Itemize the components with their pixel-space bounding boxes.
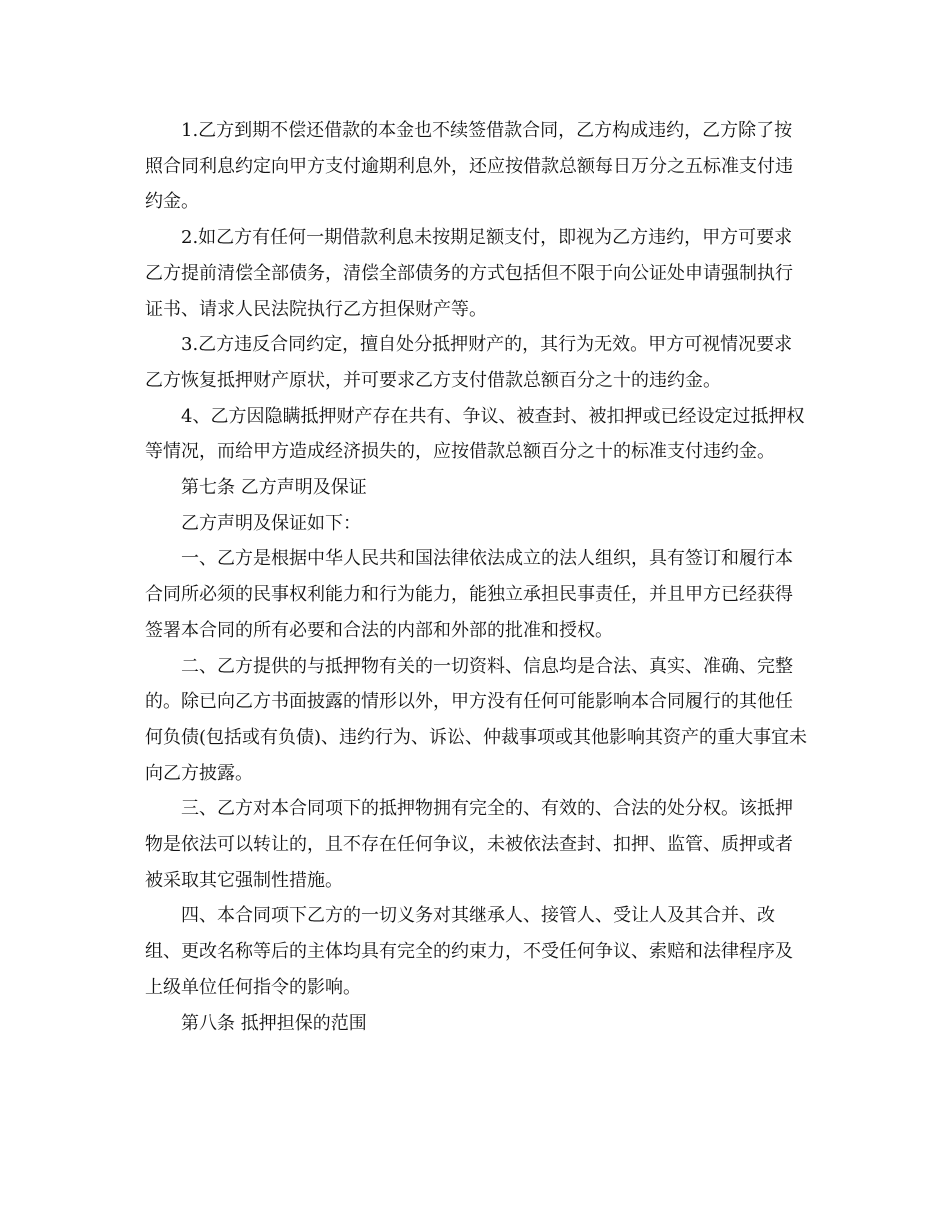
article-7-intro: 乙方声明及保证如下： <box>181 512 361 534</box>
article-8-heading: 第八条 抵押担保的范围 <box>181 1012 367 1034</box>
article-7-heading: 第七条 乙方声明及保证 <box>181 477 367 499</box>
warranty-item-2: 二、乙方提供的与抵押物有关的一切资料、信息均是合法、真实、准确、完整的。除已向乙方书面披露的情形以外，甲方没有任何可能影响本合同履行的其他任何负债(包括或有负债)、违约行为、诉讼、仲裁事项或其他影响其资产的重大事宜未向乙方披露。 <box>145 655 808 784</box>
clause-breach-concealment: 4、乙方因隐瞒抵押财产存在共有、争议、被查封、被扣押或已经设定过抵押权等情况，而给甲方造成经济损失的，应按借款总额百分之十的标准支付违约金。 <box>145 405 805 463</box>
warranty-item-4: 四、本合同项下乙方的一切义务对其继承人、接管人、受让人及其合并、改组、更改名称等后的主体均具有完全的约束力，不受任何争议、索赔和法律程序及上级单位任何指令的影响。 <box>145 905 793 998</box>
clause-breach-overdue-interest: 2.如乙方有任何一期借款利息未按期足额支付，即视为乙方违约，甲方可要求乙方提前清偿全部债务，清偿全部债务的方式包括但不限于向公证处申请强制执行证书、请求人民法院执行乙方担保财产等。 <box>145 227 793 320</box>
clause-breach-overdue-principal: 1.乙方到期不偿还借款的本金也不续签借款合同，乙方构成违约，乙方除了按照合同利息约定向甲方支付逾期利息外，还应按借款总额每日万分之五标准支付违约金。 <box>145 120 793 213</box>
document-body <box>145 113 810 1041</box>
warranty-item-1: 一、乙方是根据中华人民共和国法律依法成立的法人组织，具有签订和履行本合同所必须的民事权利能力和行为能力，能独立承担民事责任，并且甲方已经获得签署本合同的所有必要和合法的内部和外部的批准和授权。 <box>145 548 793 641</box>
clause-breach-unauthorized-disposal: 3.乙方违反合同约定，擅自处分抵押财产的，其行为无效。甲方可视情况要求乙方恢复抵押财产原状，并可要求乙方支付借款总额百分之十的违约金。 <box>145 334 793 391</box>
warranty-item-3: 三、乙方对本合同项下的抵押物拥有完全的、有效的、合法的处分权。该抵押物是依法可以转让的，且不存在任何争议，未被依法查封、扣押、监管、质押或者被采取其它强制性措施。 <box>145 798 793 891</box>
